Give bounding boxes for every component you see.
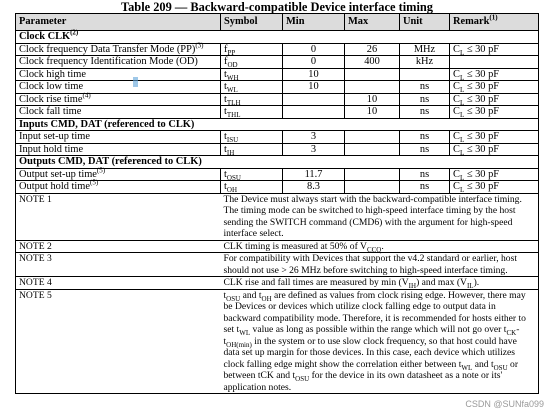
header-row xyxy=(16,14,539,31)
table-row xyxy=(16,56,539,69)
note-row xyxy=(16,240,539,253)
unit-cell xyxy=(400,68,450,81)
max-cell: 10 xyxy=(345,93,400,106)
note-text: $t_{OSU}$ and $t_{OH}$ are defined as values from clock rising edge. However, there may be Devices or devices which utilize clock falling edge to output data in backward compatibility mode. Therefore, it is recommended for hosts either to set $t_{WL}$ value as long as possible within the range which will not go over $t_{CK}-t_{OH(min)}$ in the system or to use slow clock frequency, so that host could have data set up margin for those devices. In this case, each device which utilizes clock falling edge might show the correlation either between $t_{WL}$ and $t_{OSU}$ or between tCK and $t_{OSU}$ for the device in its own datasheet as a note or its' application notes. xyxy=(221,289,539,394)
note-label: NOTE 4 xyxy=(16,277,221,290)
symbol-cell: $t_{OH}$ xyxy=(221,181,283,194)
table-row xyxy=(16,43,539,56)
parameter-cell: Clock rise time$^{(4)}$ xyxy=(16,93,221,106)
header-unit: Unit xyxy=(400,14,450,31)
min-cell: 8.3 xyxy=(283,181,345,194)
note-label: NOTE 2 xyxy=(16,240,221,253)
note-row xyxy=(16,289,539,394)
table-row xyxy=(16,81,539,94)
parameter-cell: Clock frequency Identification Mode (OD) xyxy=(16,56,221,69)
unit-cell: ns xyxy=(400,168,450,181)
parameter-cell: Clock frequency Data Transfer Mode (PP)$^{(3)}$ xyxy=(16,43,221,56)
parameter-cell: Input set-up time xyxy=(16,131,221,144)
symbol-cell: $t_{TLH}$ xyxy=(221,93,283,106)
note-row xyxy=(16,253,539,277)
min-cell: 11.7 xyxy=(283,168,345,181)
max-cell xyxy=(345,131,400,144)
min-cell xyxy=(283,106,345,119)
symbol-cell: $t_{WH}$ xyxy=(221,68,283,81)
remark-cell: $C_L \le 30$ pF xyxy=(450,143,539,156)
remark-cell: $C_L \le 30$ pF xyxy=(450,43,539,56)
parameter-cell: Output set-up time$^{(5)}$ xyxy=(16,168,221,181)
section-row xyxy=(16,31,539,44)
parameter-cell: Input hold time xyxy=(16,143,221,156)
section-label: Inputs CMD, DAT (referenced to CLK) xyxy=(16,118,539,131)
remark-cell: $C_L \le 30$ pF xyxy=(450,168,539,181)
unit-cell: ns xyxy=(400,143,450,156)
max-cell xyxy=(345,181,400,194)
symbol-cell: $t_{IH}$ xyxy=(221,143,283,156)
remark-cell: $C_L \le 30$ pF xyxy=(450,81,539,94)
section-row xyxy=(16,156,539,169)
section-label: Clock CLK$^{(2)}$ xyxy=(16,31,539,44)
table-row xyxy=(16,68,539,81)
note-text: CLK timing is measured at 50% of $V_{CCQ}$. xyxy=(221,240,539,253)
max-cell: 26 xyxy=(345,43,400,56)
remark-cell: $C_L \le 30$ pF xyxy=(450,93,539,106)
table-row xyxy=(16,143,539,156)
header-remark: Remark$^{(1)}$ xyxy=(450,14,539,31)
unit-cell: kHz xyxy=(400,56,450,69)
note-row xyxy=(16,193,539,240)
symbol-cell: $t_{ISU}$ xyxy=(221,131,283,144)
header-symbol: Symbol xyxy=(221,14,283,31)
parameter-cell: Output hold time$^{(5)}$ xyxy=(16,181,221,194)
parameter-cell: Clock low time xyxy=(16,81,221,94)
max-cell xyxy=(345,143,400,156)
symbol-cell: $t_{THL}$ xyxy=(221,106,283,119)
table-row xyxy=(16,93,539,106)
watermark: CSDN @SUNfa099 xyxy=(465,399,544,409)
unit-cell: ns xyxy=(400,81,450,94)
table-row xyxy=(16,131,539,144)
unit-cell: ns xyxy=(400,181,450,194)
symbol-cell: $f_{PP}$ xyxy=(221,43,283,56)
remark-cell: $C_L \le 30$ pF xyxy=(450,131,539,144)
min-cell: 0 xyxy=(283,43,345,56)
symbol-cell: $t_{OSU}$ xyxy=(221,168,283,181)
min-cell xyxy=(283,93,345,106)
table-row xyxy=(16,181,539,194)
note-label: NOTE 1 xyxy=(16,193,221,240)
note-label: NOTE 5 xyxy=(16,289,221,394)
min-cell: 0 xyxy=(283,56,345,69)
max-cell xyxy=(345,68,400,81)
unit-cell: ns xyxy=(400,106,450,119)
max-cell: 10 xyxy=(345,106,400,119)
note-text: CLK rise and fall times are measured by $\min (V_{IH})$ and $\max (V_{IL})$. xyxy=(221,277,539,290)
unit-cell: ns xyxy=(400,131,450,144)
unit-cell: MHz xyxy=(400,43,450,56)
note-row xyxy=(16,277,539,290)
symbol-cell: $t_{WL}$ xyxy=(221,81,283,94)
remark-cell: $C_L \le 30$ pF xyxy=(450,68,539,81)
table-title: Table 209 — Backward-compatible Device interface timing xyxy=(120,0,433,14)
header-min: Min xyxy=(283,14,345,31)
header-max: Max xyxy=(345,14,400,31)
cursor-highlight xyxy=(133,77,138,87)
min-cell: 10 xyxy=(283,81,345,94)
max-cell xyxy=(345,81,400,94)
max-cell: 400 xyxy=(345,56,400,69)
max-cell xyxy=(345,168,400,181)
remark-cell: $C_L \le 30$ pF xyxy=(450,181,539,194)
parameter-cell: Clock high time xyxy=(16,68,221,81)
section-label: Outputs CMD, DAT (referenced to CLK) xyxy=(16,156,539,169)
section-row xyxy=(16,118,539,131)
note-label: NOTE 3 xyxy=(16,253,221,277)
unit-cell: ns xyxy=(400,93,450,106)
symbol-cell: $f_{OD}$ xyxy=(221,56,283,69)
min-cell: 3 xyxy=(283,143,345,156)
header-parameter: Parameter xyxy=(16,14,221,31)
table-row xyxy=(16,106,539,119)
min-cell: 3 xyxy=(283,131,345,144)
min-cell: 10 xyxy=(283,68,345,81)
remark-cell xyxy=(450,56,539,69)
note-text: The Device must always start with the backward-compatible interface timing. The timing mode can be switched to high-speed interface timing by the host sending the SWITCH command (CMD6) with the argument for high-speed interface select. xyxy=(221,193,539,240)
note-text: For compatibility with Devices that support the v4.2 standard or earlier, host should not use > 26 MHz before switching to high-speed interface timing. xyxy=(221,253,539,277)
timing-table xyxy=(15,13,539,394)
parameter-cell: Clock fall time xyxy=(16,106,221,119)
remark-cell: $C_L \le 30$ pF xyxy=(450,106,539,119)
